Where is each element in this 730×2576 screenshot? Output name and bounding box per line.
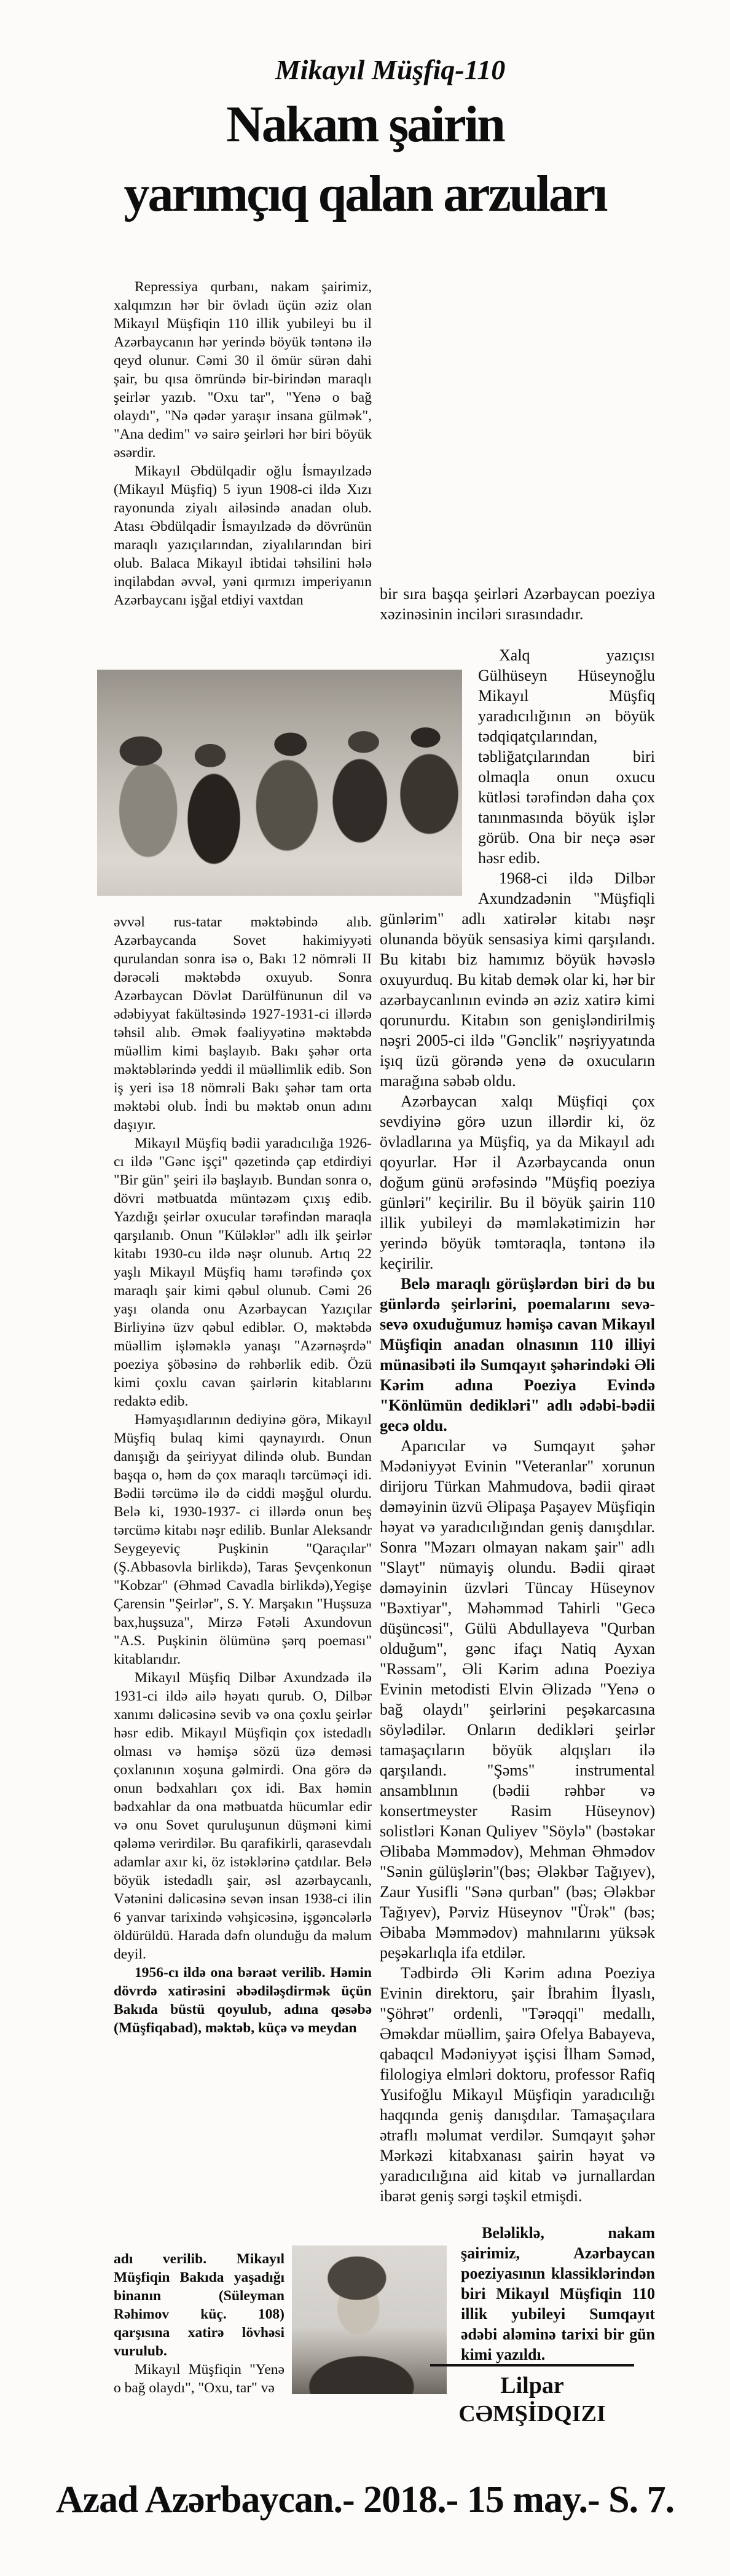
- paragraph: Tədbirdə Əli Kərim adına Poeziya Evinin direktoru, şair İbrahim İlyaslı, "Şöhrət" ordenli, "Tərəqqi" medallı, Əməkdar müəllim, şairə Ofelya Babayeva, qabaqcıl Mədəniyyət işçisi İlham Səməd, filologiya elmləri doktoru, professor Rafiq Yusifoğlu Mikayıl Müşfiqin yaradıcılığı haqqında geniş danışdılar. Tamaşaçılara ətraflı məlumat verdilər. Sumqayıt şəhər Mərkəzi kitabxanası şairin həyat və yaradıcılığına aid kitab və jurnallardan ibarət geniş sərgi təşkil etmişdi.: [380, 1964, 655, 2205]
- closing-paragraph-block: [380, 2223, 655, 2365]
- paragraph: Mikayıl Müşfiqin "Yenə o bağ olaydı", "Oxu, tar" və: [114, 2362, 285, 2396]
- paragraph: Azərbaycan xalqı Müşfiqi çox sevdiyinə görə uzun illərdir ki, öz övladlarına ya Müşfiq, ya da Mikayıl adı qoyurlar. Hər il Azərbaycanda onun doğum günü ərəfəsində "Müşfiq poeziya günləri" keçirilir. Bu il böyük şairin 110 illik yubileyi də məmləkətimizin hər yerində böyük təmtəraqla, təntənə ilə keçirilir.: [380, 1092, 655, 1272]
- closing-paragraph: Beləliklə, nakam şairimiz, Azərbaycan poeziyasının klassiklərindən biri Mikayıl Müşfiqin 110 illik yubileyi Sumqayıt ədəbi aləminə tarixi bir gün kimi yazıldı.: [461, 2224, 655, 2363]
- paragraph: Aparıcılar və Sumqayıt şəhər Mədəniyyət Evinin "Veteranlar" xorunun dirijoru Türkan Mahmudova, bədii qiraət dəməyinin üzvü Əlipaşa Paşayev Müşfiqin həyat və yaradıcılığından geniş danışdılar. Sonra "Məzarı olmayan nakam şair" adlı "Slayt" nümayiş olundu. Bədii qiraət dəməyinin üzvləri Tüncay Hüseynov "Bəxtiyar", Məhəmməd Tahirli "Gecə düşüncəsi", Gülü Abdullayeva "Qurban olduğum", gənc ifaçı Natiq Ayxan "Rəssam", Əli Kərim adına Poeziya Evinin metodisti Elvin Əlizadə "Yenə o bağ olaydı" şeirlərini peşəkarcasına söylədilər. Onların dedikləri şeirlər tamaşaçıların böyük alqışları ilə qarşılandı. "Şəms" instrumental ansamblının (bədii rəhbər və konsertmeyster Rasim Hüseynov) solistləri Kənan Quliyev "Söylə" (bəstəkar Əlibaba Məmmədov), Mehman Əhmədov "Sənin gülüşlərin"(bəs; Ələkbər Tağıyev), Zaur Yusifli "Sənə qurban" (bəs; Ələkbər Tağıyev), Pərviz Hüseynov "Ürək" (bəs; Əibaba Məmmədov) mahnılarını yüksək peşəkarlıqla ifa etdilər.: [380, 1437, 655, 1962]
- paragraph: Mikayıl Müşfiq bədii yaradıcılığa 1926-cı ildə "Gənc işçi" qəzetində çap etdirdiyi "Bir gün" şeiri ilə başlayıb. Bundan sonra o, dövri mətbuatda müntəzəm çıxış edib. Yazdığı şeirlər oxucular tərəfindən maraqla qarşılanıb. Onun "Küləklər" adlı ilk şeirlər kitabı 1930-cu ildə nəşr olunub. Artıq 22 yaşlı Mikayıl Müşfiq hamı tərəfində çox maraqlı şair kimi qəbul olunub. Cəmi 26 yaşı olanda onu Azərbaycan Yazıçılar Birliyinə üzv qəbul ediblər. O, məktəbdə müəllim işləməklə yanaşı "Azərnəşrdə" poeziya şöbəsinə də rəhbərlik edib. Özü kimi çoxlu cavan şairlərin kitablarını redaktə edib.: [114, 1135, 372, 1409]
- right-column: [380, 645, 655, 2222]
- lead-paragraph: Repressiya qurbanı, nakam şairimiz, xalqımzın hər bir övladı üçün əziz olan Mikayıl Müşfiqin 110 illik yubileyi bu il Azərbaycanın hər yerində böyük təntənə ilə qeyd olunur. Cəmi 30 il ömür sürən dahi şair, bu qısa ömründə bir-birindən maraqlı şeirlər yazıb. "Oxu tar", "Yenə o bağ olaydı", "Nə qədər yaraşır insana gülmək", "Ana dedim" və sairə şeirləri hər biri böyük əsərdir.: [114, 279, 372, 461]
- byline: Lilpar CƏMŞİDQIZI: [458, 2373, 606, 2427]
- left-column-tail: [114, 2250, 285, 2400]
- paragraph-bold: Belə maraqlı görüşlərdən biri də bu günlərdə şeirlərini, poemalarını sevə-sevə oxuduğumuz həmişə cavan Mikayıl Müşfiqin anadan olnasının 110 illiyi münasibəti ilə Sumqayıt şəhərindəki Əli Kərim adına Poeziya Evində "Könlümün dedikləri" adlı ədəbi-bədii gecə oldu.: [380, 1275, 655, 1435]
- headline-line-2: yarımçıq qalan arzuları: [124, 165, 606, 222]
- paragraph: Mikayıl Müşfiq Dilbər Axundzadə ilə 1931-ci ildə ailə həyatı qurub. O, Dilbər xanımı dəlicəsinə sevib və ona çoxlu şeirlər həsr edib. Mikayıl Müşfiqin çox istedadlı olması və həmişə sözü üzə deməsi çoxlanının xoşuna gəlmirdi. Ona görə də onun bədxahları çox idi. Bax həmin bədxahlar da ona mətbuatda hücumlar edir və onu Sovet quruluşunun düşməni kimi qələmə verirdilər. Bu qarafikirli, qarasevdalı adamlar axır ki, öz istəklərinə çatdılar. Belə böyük istedadlı şair, əsl azərbaycanlı, Vətənini dəlicəsinə sevən insan 1938-ci ilin 6 yanvar tarixində vəhşicəsinə, işgəncələrlə öldürüldü. Harada dəfn olunduğu da məlum deyil.: [114, 1670, 372, 1962]
- paragraph: Xalq yazıçısı Gülhüseyn Hüseynoğlu Mikayıl Müşfiq yaradıcılığının ən böyük tədqiqatçılarından, təbliğatçılarından biri olmaqla onun oxucu kütləsi tərəfindən daha çox tanınmasında böyük işlər görüb. Ona bir neçə əsər həsr edib.: [478, 646, 655, 867]
- headline-line-1: Nakam şairin: [226, 96, 504, 153]
- paragraph-bold: adı verilib. Mikayıl Müşfiqin Bakıda yaşadığı binanın (Süleyman Rəhimov küç. 108) qarşısına xatirə lövhəsi vurulub.: [114, 2251, 285, 2359]
- paragraph-bold: 1956-cı ildə ona bəraət verilib. Həmin dövrdə xatirəsini əbədiləşdirmək üçün Bakıda büstü qoyulub, adına qəsəbə (Müşfiqabad), məktəb, küçə və meydan: [114, 1965, 372, 2036]
- portrait-caption-block: [380, 584, 655, 645]
- article-headline: [0, 90, 730, 229]
- biography-paragraph: Mikayıl Əbdülqadir oğlu İsmayılzadə (Mikayıl Müşfiq) 5 iyun 1908-ci ildə Xızı rayonunda ziyalı ailəsində anadan olub. Atası Əbdülqadir İsmayılzadə də dövrünün maraqlı yazıçılarından, ziyalılarından biri olub. Balaca Mikayıl ibtidai təhsilini hələ inqilabdan əvvəl, yəni qırmızı imperiyanın Azərbaycanı işğal etdiyi vaxtdan: [114, 463, 372, 608]
- portrait-caption: bir sıra başqa şeirləri Azərbaycan poeziya xəzinəsinin inciləri sırasındadır.: [380, 585, 655, 623]
- byline-block: [430, 2364, 634, 2428]
- article-kicker: Mikayıl Müşfiq-110: [275, 54, 506, 85]
- left-column-bottom: [114, 913, 372, 2245]
- group-photo-wrap-spacer: [380, 666, 472, 901]
- left-column-top: [114, 278, 372, 666]
- paragraph: Həmyaşıdlarının dediyinə görə, Mikayıl Müşfiq bulaq kimi qaynayırdı. Onun danışığı da şeiriyyat dilində olub. Bundan başqa o, həm də çox maraqlı tərcüməçi idi. Bədii tərcümə ilə də ciddi məşğul olurdu. Belə ki, 1930-1937- ci illərdə onun beş tərcümə kitabı nəşr edilib. Bunlar Aleksandr Seygeyeviç Puşkinin "Qaraçılar" (Ş.Abbasovla birlikdə), Taras Şevçenkonun "Kobzar" (Əhməd Cavadla birlikdə),Yegişe Çarensin "Şeirlər", S. Y. Marşakın "Huşsuza bax,huşsuza", Mirzə Fətəli Axundovun "A.S. Puşkinin ölümünə şərq poeması" kitablarıdır.: [114, 1412, 372, 1667]
- author-photo-wrap-spacer: [380, 2242, 455, 2365]
- paragraph: əvvəl rus-tatar məktəbində alıb. Azərbaycanda Sovet hakimiyyəti qurulandan sonra isə o, Bakı 12 nömrəli II dərəcəli məktəbdə oxuyub. Sonra Azərbaycan Dövlət Darülfünunun dil və ədəbiyyat fakültəsində 1927-1931-ci illərdə təhsil alıb. Əmək fəaliyyətinə məktəbdə müəllim kimi başlayıb. Bakı şəhər orta məktəblərində yeddi il müəllimlik edib. Son iş yeri isə 18 nömrəli Bakı şəhər tam orta məktəbi olub. İndi bu məktəb onun adını daşıyır.: [114, 914, 372, 1133]
- poet-portrait-photo: [380, 263, 657, 579]
- source-citation: Azad Azərbaycan.- 2018.- 15 may.- S. 7.: [55, 2479, 675, 2521]
- byline-rule: [430, 2364, 634, 2367]
- paragraph: 1968-ci ildə Dilbər Axundzadənin "Müşfiqli günlərim" adlı xatirələr kitabı nəşr olunanda böyük sensasiya kimi qarşılandı. Bu kitabı biz hamımız böyük həvəslə oxuyurduq. Bu kitab demək olar ki, hər bir azərbaycanlının evində ən əziz xatirə kimi qorunurdu. Kitabın son genişləndirilmiş nəşri 2005-ci ildə "Gənclik" nəşriyyatında işıq üzü görəndə yenə də oxucuların marağına səbəb oldu.: [380, 869, 655, 1090]
